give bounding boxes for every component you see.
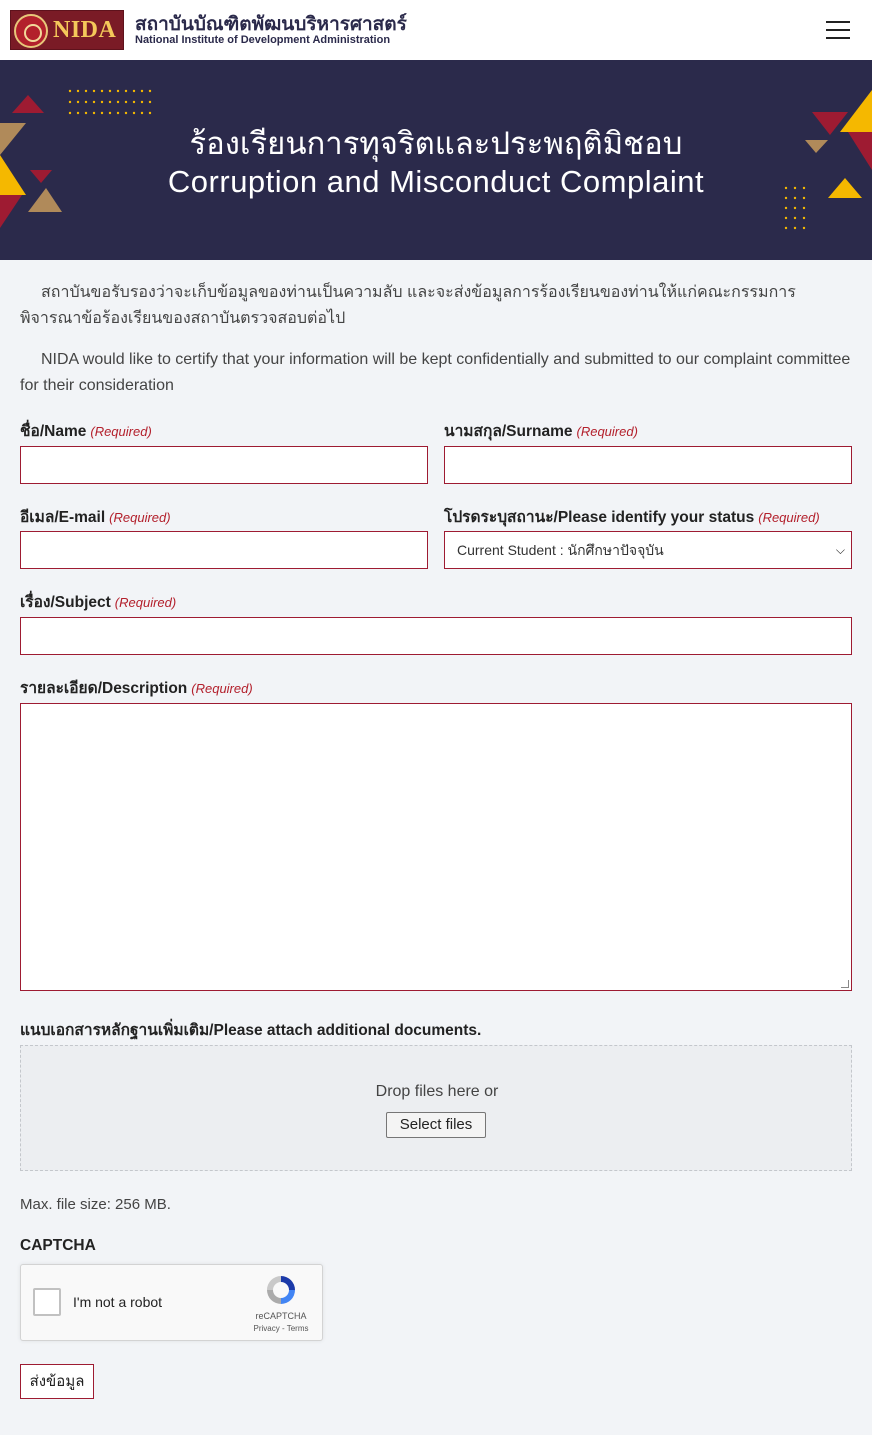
name-input[interactable] <box>20 446 428 484</box>
required-marker: (Required) <box>90 424 152 439</box>
intro-thai: สถาบันขอรับรองว่าจะเก็บข้อมูลของท่านเป็นความลับ และจะส่งข้อมูลการร้องเรียนของท่านให้แก่คณะกรรมการพิจารณาข้อร้องเรียนของสถาบันตรวจสอบต่อไป <box>20 284 796 327</box>
status-select[interactable] <box>444 531 852 569</box>
drop-files-text: Drop files here or <box>375 1083 499 1100</box>
chevron-down-icon: ⌵ <box>835 543 845 557</box>
email-input[interactable] <box>20 531 428 569</box>
file-dropzone[interactable] <box>20 1045 852 1171</box>
description-textarea[interactable] <box>20 703 852 991</box>
nida-logo[interactable] <box>10 10 124 50</box>
required-marker: (Required) <box>191 681 253 696</box>
subject-input[interactable] <box>20 617 852 655</box>
recaptcha-widget <box>20 1264 323 1341</box>
submit-button[interactable]: ส่งข้อมูล <box>20 1364 94 1399</box>
intro-english: NIDA would like to certify that your information will be kept confidentially and submitted to our complaint committee for their consideration <box>20 351 851 394</box>
site-header <box>0 0 872 60</box>
page-title-english: Corruption and Misconduct Complaint <box>167 164 705 199</box>
institute-name-thai: สถาบันบัณฑิตพัฒนบริหารศาสตร์ <box>135 14 407 35</box>
status-label: โปรดระบุสถานะ/Please identify your status (Required) <box>444 509 820 526</box>
recaptcha-links[interactable]: Privacy - Terms <box>253 1324 309 1333</box>
recaptcha-logo-icon <box>264 1273 298 1307</box>
page-title-thai: ร้องเรียนการทุจริตและประพฤติมิชอบ <box>189 126 683 161</box>
required-marker: (Required) <box>114 595 177 610</box>
recaptcha-brand: reCAPTCHA <box>255 1311 307 1321</box>
required-marker: (Required) <box>758 510 820 525</box>
menu-icon[interactable] <box>826 19 854 41</box>
captcha-title: CAPTCHA <box>20 1237 96 1254</box>
institute-name-english: National Institute of Development Administration <box>135 34 391 46</box>
max-file-size-text: Max. file size: 256 MB. <box>20 1196 171 1213</box>
status-selected-value: Current Student : นักศึกษาปัจจุบัน <box>457 542 664 558</box>
surname-input[interactable] <box>444 446 852 484</box>
required-marker: (Required) <box>109 510 171 525</box>
email-label: อีเมล/E-mail (Required) <box>20 509 171 526</box>
description-label: รายละเอียด/Description (Required) <box>20 680 253 697</box>
resize-handle-icon[interactable] <box>841 980 849 988</box>
surname-label: นามสกุล/Surname (Required) <box>444 423 638 440</box>
recaptcha-label: I'm not a robot <box>73 1294 163 1310</box>
required-marker: (Required) <box>576 424 638 439</box>
logo-text: NIDA <box>53 17 117 43</box>
name-label: ชื่อ/Name (Required) <box>20 423 152 440</box>
subject-label: เรื่อง/Subject (Required) <box>20 594 177 611</box>
page-banner <box>0 60 872 260</box>
recaptcha-checkbox[interactable] <box>33 1288 61 1316</box>
attach-label: แนบเอกสารหลักฐานเพิ่มเติม/Please attach additional documents. <box>20 1022 482 1039</box>
seal-icon <box>14 14 48 48</box>
select-files-button[interactable]: Select files <box>386 1112 486 1138</box>
